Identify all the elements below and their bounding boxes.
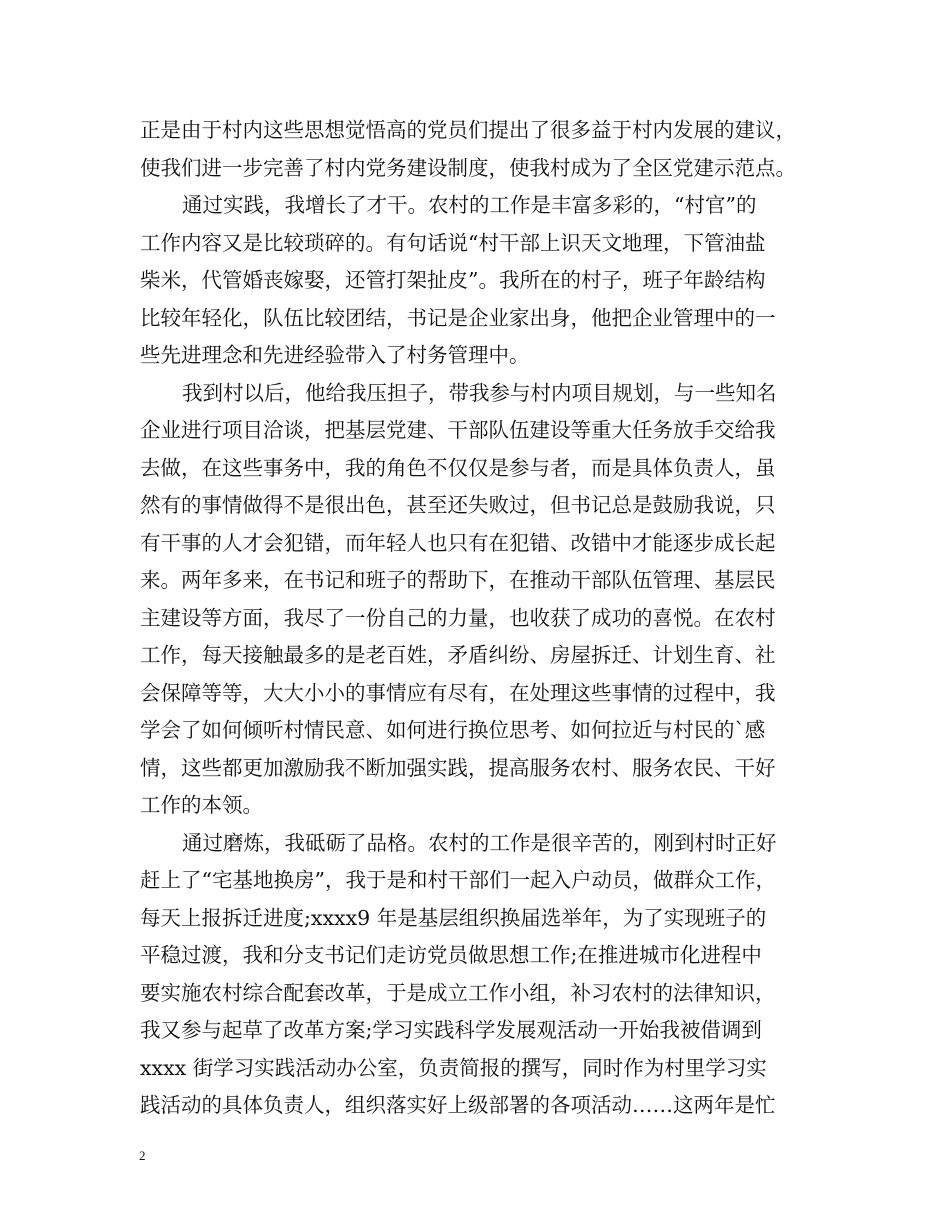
- text-line: 工作的本领。: [140, 793, 263, 817]
- text-line: 学会了如何倾听村情民意、如何进行换位思考、如何拉近与村民的`感: [140, 718, 766, 742]
- text-line: 工作内容又是比较琐碎的。有句话说“村干部上识天文地理，下管油盐: [140, 230, 766, 255]
- text-line: xxxx 街学习实践活动办公室，负责简报的撰写，同时作为村里学习实: [140, 1055, 767, 1080]
- text-line: 践活动的具体负责人，组织落实好上级部署的各项活动……这两年是忙: [140, 1093, 776, 1117]
- page-number: 2: [139, 1148, 146, 1163]
- text-line: 情，这些都更加激励我不断加强实践，提高服务农村、服务农民、干好: [140, 755, 776, 780]
- text-line: 有干事的人才会犯错，而年轻人也只有在犯错、改错中才能逐步成长起: [140, 530, 776, 555]
- text-line: 要实施农村综合配套改革，于是成立工作小组，补习农村的法律知识，: [140, 980, 776, 1005]
- text-line: 正是由于村内这些思想觉悟高的党员们提出了很多益于村内发展的建议，: [140, 118, 796, 142]
- text-line: 赶上了“宅基地换房”，我于是和村干部们一起入户动员，做群众工作，: [140, 868, 776, 892]
- paragraph-first-line: 通过实践，我增长了才干。农村的工作是丰富多彩的，“村官”的: [182, 193, 757, 217]
- text-line: 使我们进一步完善了村内党务建设制度，使我村成为了全区党建示范点。: [140, 155, 796, 180]
- paragraph-first-line: 通过磨炼，我砥砺了品格。农村的工作是很辛苦的，刚到村时正好: [182, 830, 777, 855]
- text-line: 工作，每天接触最多的是老百姓，矛盾纠纷、房屋拆迁、计划生育、社: [140, 643, 776, 667]
- text-line: 比较年轻化，队伍比较团结，书记是企业家出身，他把企业管理中的一: [140, 305, 776, 330]
- text-line: 企业进行项目洽谈，把基层党建、干部队伍建设等重大任务放手交给我: [140, 418, 776, 442]
- text-line: 平稳过渡，我和分支书记们走访党员做思想工作;在推进城市化进程中: [140, 943, 762, 967]
- text-line: 然有的事情做得不是很出色，甚至还失败过，但书记总是鼓励我说，只: [140, 493, 776, 517]
- text-line: 柴米，代管婚丧嫁娶，还管打架扯皮”。我所在的村子，班子年龄结构: [140, 268, 766, 292]
- text-line: 每天上报拆迁进度;xxxx9 年是基层组织换届选举年，为了实现班子的: [140, 905, 767, 930]
- text-line: 来。两年多来，在书记和班子的帮助下，在推动干部队伍管理、基层民: [140, 568, 776, 592]
- paragraph-first-line: 我到村以后，他给我压担子，带我参与村内项目规划，与一些知名: [182, 380, 777, 405]
- body-text: [140, 112, 830, 1125]
- text-line: 些先进理念和先进经验带入了村务管理中。: [140, 343, 530, 367]
- text-line: 我又参与起草了改革方案;学习实践科学发展观活动一开始我被借调到: [140, 1018, 762, 1042]
- text-line: 主建设等方面，我尽了一份自己的力量，也收获了成功的喜悦。在农村: [140, 605, 776, 630]
- text-line: 去做，在这些事务中，我的角色不仅仅是参与者，而是具体负责人，虽: [140, 455, 776, 480]
- text-line: 会保障等等，大大小小的事情应有尽有，在处理这些事情的过程中，我: [140, 680, 776, 705]
